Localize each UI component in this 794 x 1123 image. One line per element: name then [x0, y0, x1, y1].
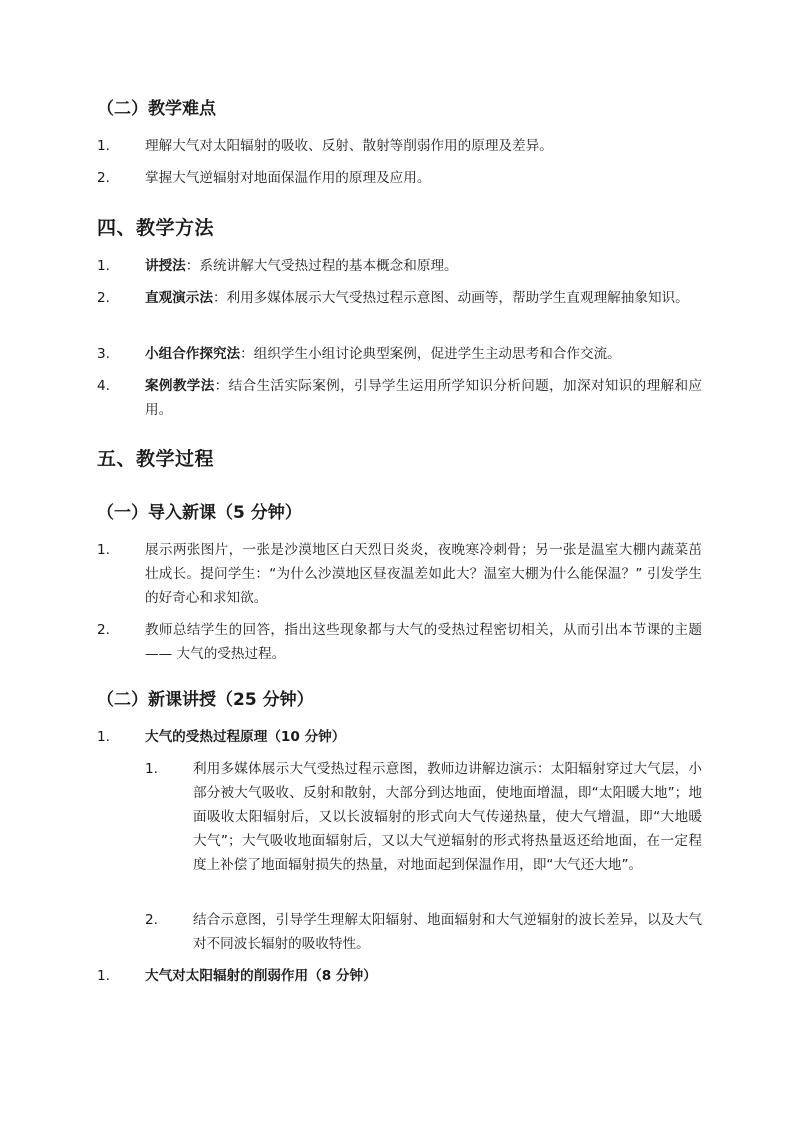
list-item [97, 964, 702, 988]
list-number: 1. [97, 729, 110, 745]
list-number: 1. [97, 258, 110, 274]
subsection-label: 大气的受热过程原理（10 分钟） [145, 729, 346, 745]
list-number: 4. [97, 378, 110, 394]
list-number: 3. [97, 346, 110, 362]
list-number: 1. [97, 138, 110, 154]
list-item [97, 374, 702, 422]
method-text: ：系统讲解大气受热过程的基本概念和原理。 [185, 258, 458, 274]
section-title-process: 五、教学过程 [97, 448, 215, 470]
list-item [97, 725, 702, 749]
sub-list-item [145, 757, 702, 877]
list-number: 1. [97, 968, 110, 984]
list-number: 1. [97, 542, 110, 558]
list-text: 结合示意图，引导学生理解太阳辐射、地面辐射和大气逆辐射的波长差异，以及大气对不同波长辐射的吸收特性。 [193, 912, 702, 952]
method-label: 直观演示法 [145, 290, 213, 306]
list-text: 展示两张图片，一张是沙漠地区白天烈日炎炎，夜晚寒冷刺骨；另一张是温室大棚内蔬菜茁壮成长。提问学生：“为什么沙漠地区昼夜温差如此大？温室大棚为什么能保温？” 引发学生的好奇心和求知欲。 [145, 542, 702, 606]
list-text: 理解大气对太阳辐射的吸收、反射、散射等削弱作用的原理及差异。 [145, 138, 553, 154]
list-item [97, 538, 702, 610]
list-item [97, 166, 702, 190]
list-number: 2. [97, 290, 110, 306]
list-number: 2. [97, 170, 110, 186]
list-text: 掌握大气逆辐射对地面保温作用的原理及应用。 [145, 170, 431, 186]
method-label: 案例教学法 [145, 378, 215, 394]
subsection-label: 大气对太阳辐射的削弱作用（8 分钟） [145, 968, 377, 984]
list-number: 2. [97, 622, 110, 638]
section-title-intro: （一）导入新课（5 分钟） [97, 503, 302, 523]
method-text: ：利用多媒体展示大气受热过程示意图、动画等，帮助学生直观理解抽象知识。 [212, 290, 689, 306]
list-number: 1. [145, 761, 158, 777]
list-item [97, 286, 702, 310]
method-label: 讲授法 [145, 258, 186, 274]
method-text: ：组织学生小组讨论典型案例，促进学生主动思考和合作交流。 [240, 346, 621, 362]
list-item [97, 134, 702, 158]
list-item [97, 618, 702, 666]
list-item [97, 342, 702, 366]
section-title-methods: 四、教学方法 [97, 217, 215, 239]
sub-list-item [145, 908, 702, 956]
list-text: 教师总结学生的回答，指出这些现象都与大气的受热过程密切相关，从而引出本节课的主题 —— 大气的受热过程。 [145, 622, 702, 662]
list-number: 2. [145, 912, 158, 928]
list-item [97, 254, 702, 278]
list-text: 利用多媒体展示大气受热过程示意图，教师边讲解边演示：太阳辐射穿过大气层，小部分被大气吸收、反射和散射，大部分到达地面，使地面增温，即“太阳暖大地”；地面吸收太阳辐射后，又以长波辐射的形式向大气传递热量，使大气增温，即“大地暖大气”；大气吸收地面辐射后，又以大气逆辐射的形式将热量返还给地面，在一定程度上补偿了地面辐射损失的热量，对地面起到保温作用，即“大气还大地”。 [193, 761, 702, 873]
section-title-difficulty: （二）教学难点 [97, 99, 216, 119]
method-text: ：结合生活实际案例，引导学生运用所学知识分析问题，加深对知识的理解和应用。 [145, 378, 703, 418]
section-title-lecture: （二）新课讲授（25 分钟） [97, 690, 314, 710]
method-label: 小组合作探究法 [145, 346, 241, 362]
